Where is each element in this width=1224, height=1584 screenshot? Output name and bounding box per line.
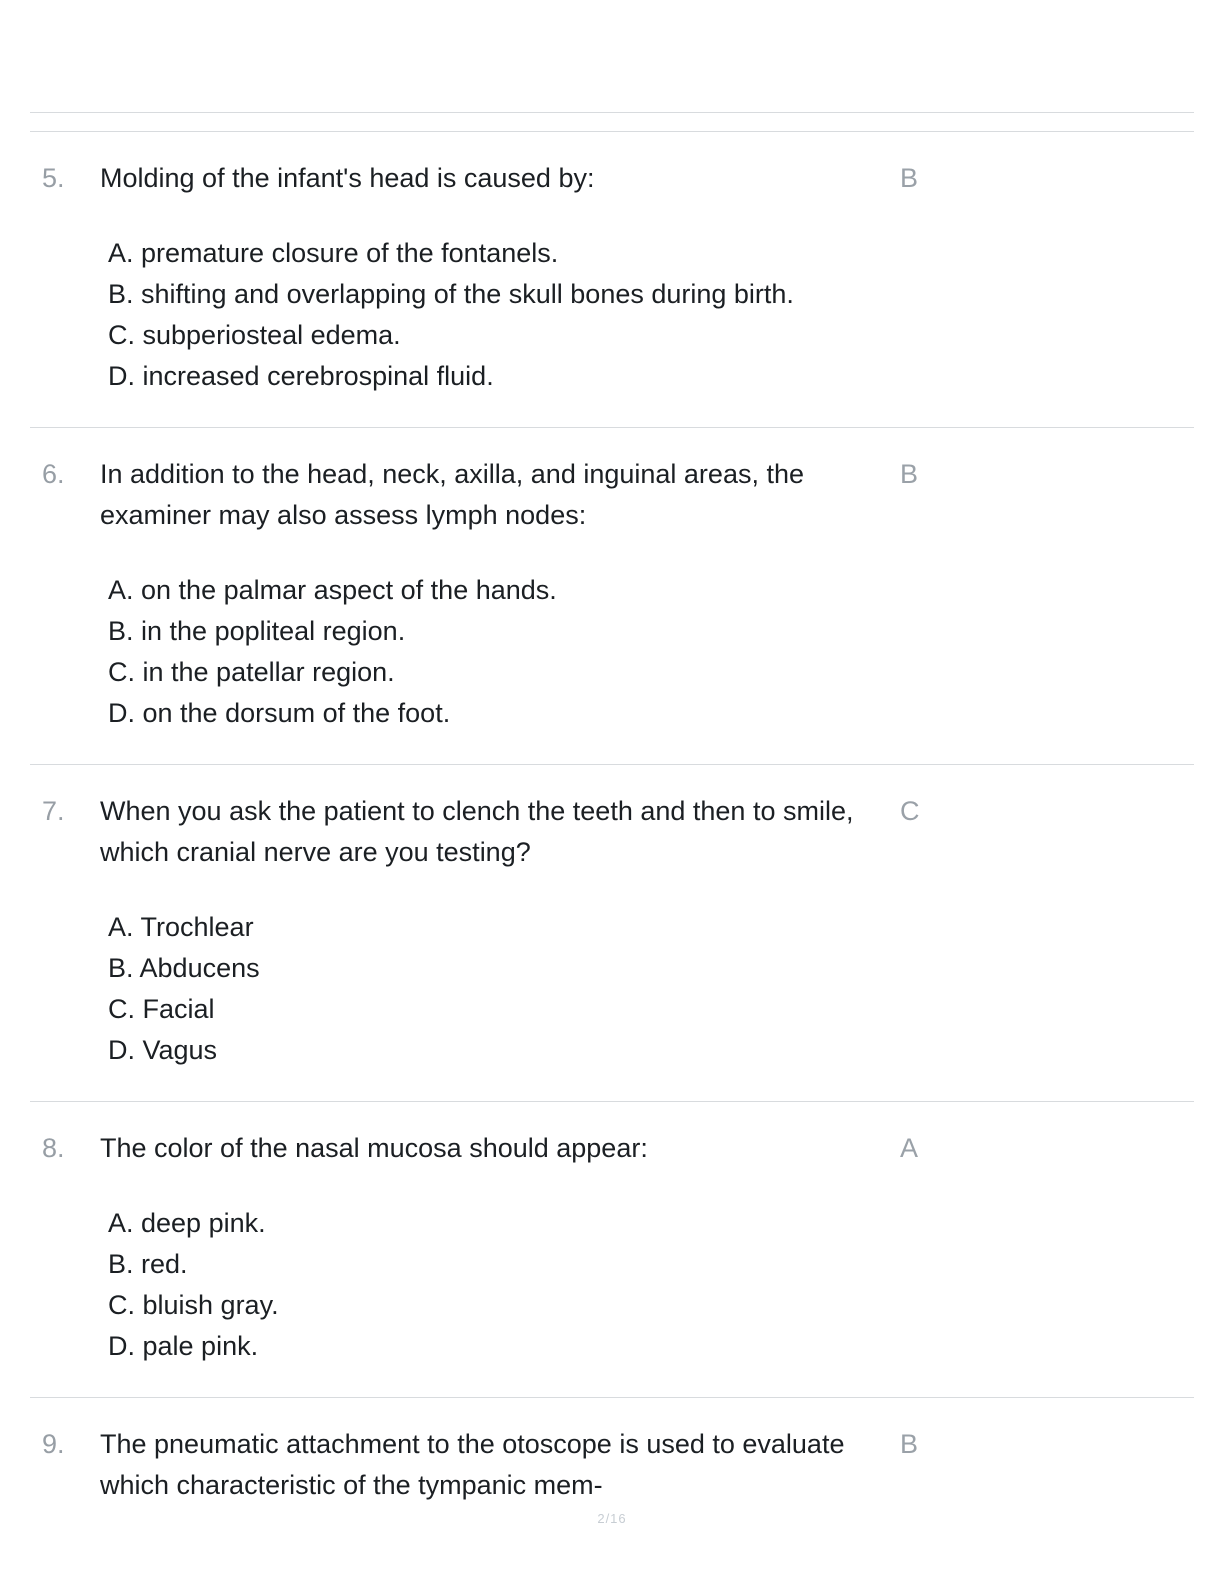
divider — [30, 112, 1194, 113]
question-block — [42, 158, 1184, 397]
answer-letter: A — [900, 1133, 919, 1163]
question-head — [42, 791, 1184, 873]
option: B. red. — [108, 1249, 188, 1279]
divider — [30, 1397, 1194, 1398]
answer-letter: B — [900, 1429, 919, 1459]
option: D. Vagus — [108, 1035, 218, 1065]
page-number: 2/16 — [597, 1511, 627, 1526]
question-block — [42, 454, 1184, 734]
option: B. in the popliteal region. — [108, 616, 406, 646]
question-head — [42, 1424, 1184, 1506]
divider — [30, 131, 1194, 132]
option: B. shifting and overlapping of the skull bones during birth. — [108, 279, 794, 309]
top-rules — [0, 0, 1224, 132]
question-text: Molding of the infant's head is caused by: — [100, 163, 595, 193]
option: C. subperiosteal edema. — [108, 320, 401, 350]
options-list — [100, 570, 1184, 734]
question-block — [42, 1128, 1184, 1367]
answer-letter: B — [900, 459, 919, 489]
answer-letter: B — [900, 163, 919, 193]
question-number: 9. — [42, 1429, 65, 1459]
question-block — [42, 1424, 1184, 1506]
option: A. on the palmar aspect of the hands. — [108, 575, 557, 605]
divider — [30, 764, 1194, 765]
options-list — [100, 1203, 1184, 1367]
question-text: When you ask the patient to clench the teeth and then to smile, which cranial nerve are you testing? — [100, 796, 854, 867]
option: D. increased cerebrospinal fluid. — [108, 361, 494, 391]
question-number: 5. — [42, 163, 65, 193]
option: D. pale pink. — [108, 1331, 259, 1361]
divider — [30, 427, 1194, 428]
option: D. on the dorsum of the foot. — [108, 698, 451, 728]
option: B. Abducens — [108, 953, 260, 983]
question-number: 6. — [42, 459, 65, 489]
option: A. deep pink. — [108, 1208, 266, 1238]
option: C. in the patellar region. — [108, 657, 395, 687]
options-list — [100, 233, 1184, 397]
question-text: The pneumatic attachment to the otoscope is used to evaluate which characteristic of the tympanic mem- — [100, 1429, 845, 1500]
question-text: In addition to the head, neck, axilla, and inguinal areas, the examiner may also assess lymph nodes: — [100, 459, 804, 530]
question-number: 8. — [42, 1133, 65, 1163]
question-text: The color of the nasal mucosa should appear: — [100, 1133, 648, 1163]
option: C. bluish gray. — [108, 1290, 279, 1320]
question-head — [42, 454, 1184, 536]
options-list — [100, 907, 1184, 1071]
answer-letter: C — [900, 796, 920, 826]
question-block — [42, 791, 1184, 1071]
question-head — [42, 158, 1184, 199]
option: C. Facial — [108, 994, 215, 1024]
divider — [30, 1101, 1194, 1102]
question-number: 7. — [42, 796, 65, 826]
question-head — [42, 1128, 1184, 1169]
option: A. Trochlear — [108, 912, 254, 942]
option: A. premature closure of the fontanels. — [108, 238, 559, 268]
